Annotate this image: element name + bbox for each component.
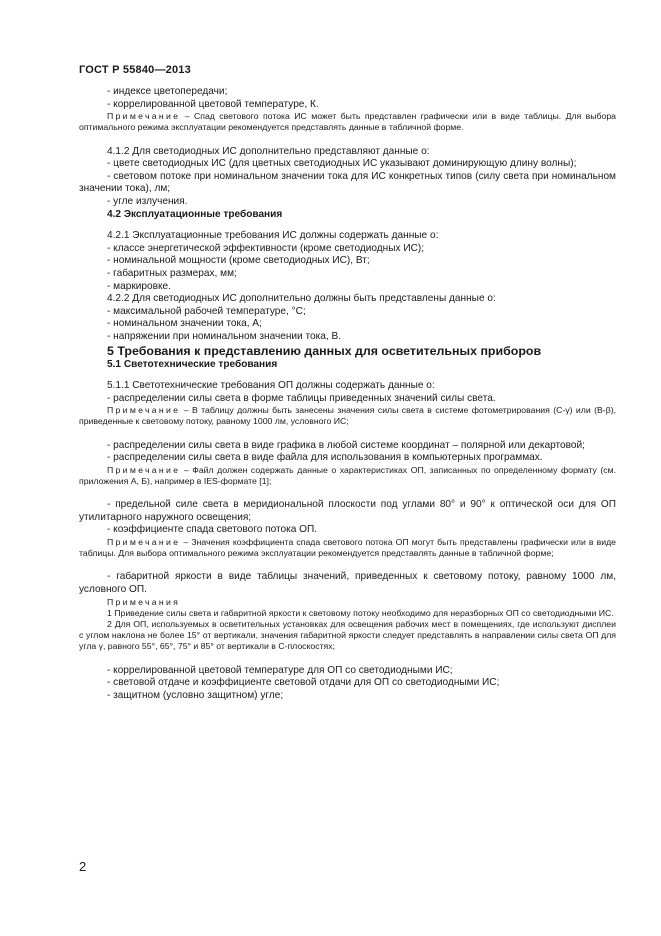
- text-paragraph: - распределении силы света в виде файла для использования в компьютерных программах.: [107, 452, 543, 464]
- note-label: Примечание: [107, 405, 181, 416]
- note-paragraph: [79, 111, 616, 133]
- text-paragraph: - коррелированной цветовой температуре для ОП со светодиодными ИС;: [107, 664, 453, 676]
- note-paragraph: [79, 597, 616, 608]
- text-paragraph: - цвете светодиодных ИС (для цветных светодиодных ИС указывают доминирующую длину волны);: [107, 158, 577, 170]
- note-text: – Значения коэффициента спада светового потока ОП могут быть представлены графически или в виде таблицы. Для выбора оптимального режима эксплуатации рекомендуется представлять данные в табличной форме;: [79, 537, 616, 559]
- text-paragraph: 4.2.1 Эксплуатационные требования ИС должны содержать данные о:: [107, 230, 439, 242]
- section-heading: 1 Приведение силы света и габаритной яркости к световому потоку необходимо для неразборных ОП со светодиодными ИС.: [107, 607, 614, 618]
- text-paragraph: 4.2.2 Для светодиодных ИС дополнительно должны быть представлены данные о:: [107, 293, 496, 305]
- text-paragraph: - защитном (условно защитном) угле;: [107, 689, 284, 701]
- text-paragraph: - индексе цветопередачи;: [107, 86, 228, 97]
- text-paragraph: - распределении силы света в виде графика в любой системе координат – полярной или декартовой;: [107, 439, 585, 451]
- text-paragraph: 5.1.1 Светотехнические требования ОП должны содержать данные о:: [107, 380, 435, 392]
- note-text: – В таблицу должны быть занесены значения силы света в системе фотометрирования (C-γ) или (B-β), приведенные к световому потоку, равному 1000 лм, условного ИС;: [79, 405, 616, 427]
- text-paragraph: - классе энергетической эффективности (кроме светодиодных ИС);: [107, 242, 425, 254]
- text-paragraph: - угле излучения.: [107, 195, 188, 207]
- text-paragraph: - предельной силе света в меридиональной плоскости под углами 80° и 90° к оптической оси для ОП утилитарного наружного освещения;: [79, 499, 616, 523]
- text-paragraph: - распределении силы света в форме таблицы приведенных значений силы света.: [107, 392, 496, 404]
- text-paragraph: - коррелированной цветовой температуре, К.: [107, 98, 319, 110]
- note-label: Примечания: [107, 596, 181, 607]
- note-paragraph: [79, 465, 616, 487]
- note-text: – Файл должен содержать данные о характеристиках ОП, записанных по определенному формату (см. приложения А, Б), например в IES-формате [1];: [79, 464, 616, 487]
- document-body: [79, 86, 616, 702]
- note-paragraph: [79, 405, 616, 427]
- section-heading: 5.1 Светотехнические требования: [107, 358, 278, 370]
- text-paragraph: - маркировке.: [107, 280, 171, 292]
- note-label: Примечание: [107, 464, 181, 475]
- page-number: 2: [79, 859, 87, 874]
- text-paragraph: - максимальной рабочей температуре, °С;: [107, 305, 306, 317]
- text-paragraph: - световой отдаче и коэффициенте световой отдачи для ОП со светодиодными ИС;: [107, 677, 500, 689]
- text-paragraph: - номинальном значении тока, А;: [107, 318, 262, 330]
- section-heading: 2 Для ОП, используемых в осветительных установках для освещения рабочих мест в помещениях, где используют дисплеи с углом наклона не более 15° от вертикали, значения габаритной яркости следует представлять в направлении силы света ОП для угла γ, равного 55°, 65°, 75° и 85° от вертикали в С-плоскостях;: [79, 619, 616, 652]
- text-paragraph: - габаритных размерах, мм;: [107, 267, 237, 279]
- document-header: ГОСТ Р 55840—2013: [79, 64, 191, 76]
- text-paragraph: - габаритной яркости в виде таблицы значений, приведенных к световому потоку, равному 1000 лм, условного ОП.: [79, 571, 616, 596]
- note-text: – Спад светового потока ИС может быть представлен графически или в виде таблицы. Для выбора оптимального режима эксплуатации рекомендуется представлять данные в табличной форме.: [79, 111, 616, 133]
- section-heading: 4.2 Эксплуатационные требования: [107, 208, 283, 220]
- text-paragraph: - напряжении при номинальном значении тока, В.: [107, 330, 342, 342]
- note-label: Примечание: [107, 111, 181, 122]
- text-paragraph: - коэффициенте спада светового потока ОП.: [107, 524, 318, 536]
- text-paragraph: - номинальной мощности (кроме светодиодных ИС), Вт;: [107, 255, 370, 267]
- note-label: Примечание: [107, 537, 181, 548]
- text-paragraph: 4.1.2 Для светодиодных ИС дополнительно представляют данные о:: [107, 145, 430, 157]
- section-heading: 5 Требования к представлению данных для осветительных приборов: [107, 343, 542, 358]
- note-paragraph: [79, 537, 616, 559]
- text-paragraph: - световом потоке при номинальном значении тока для ИС конкретных типов (силу света при номинальном значении тока), лм;: [79, 170, 616, 195]
